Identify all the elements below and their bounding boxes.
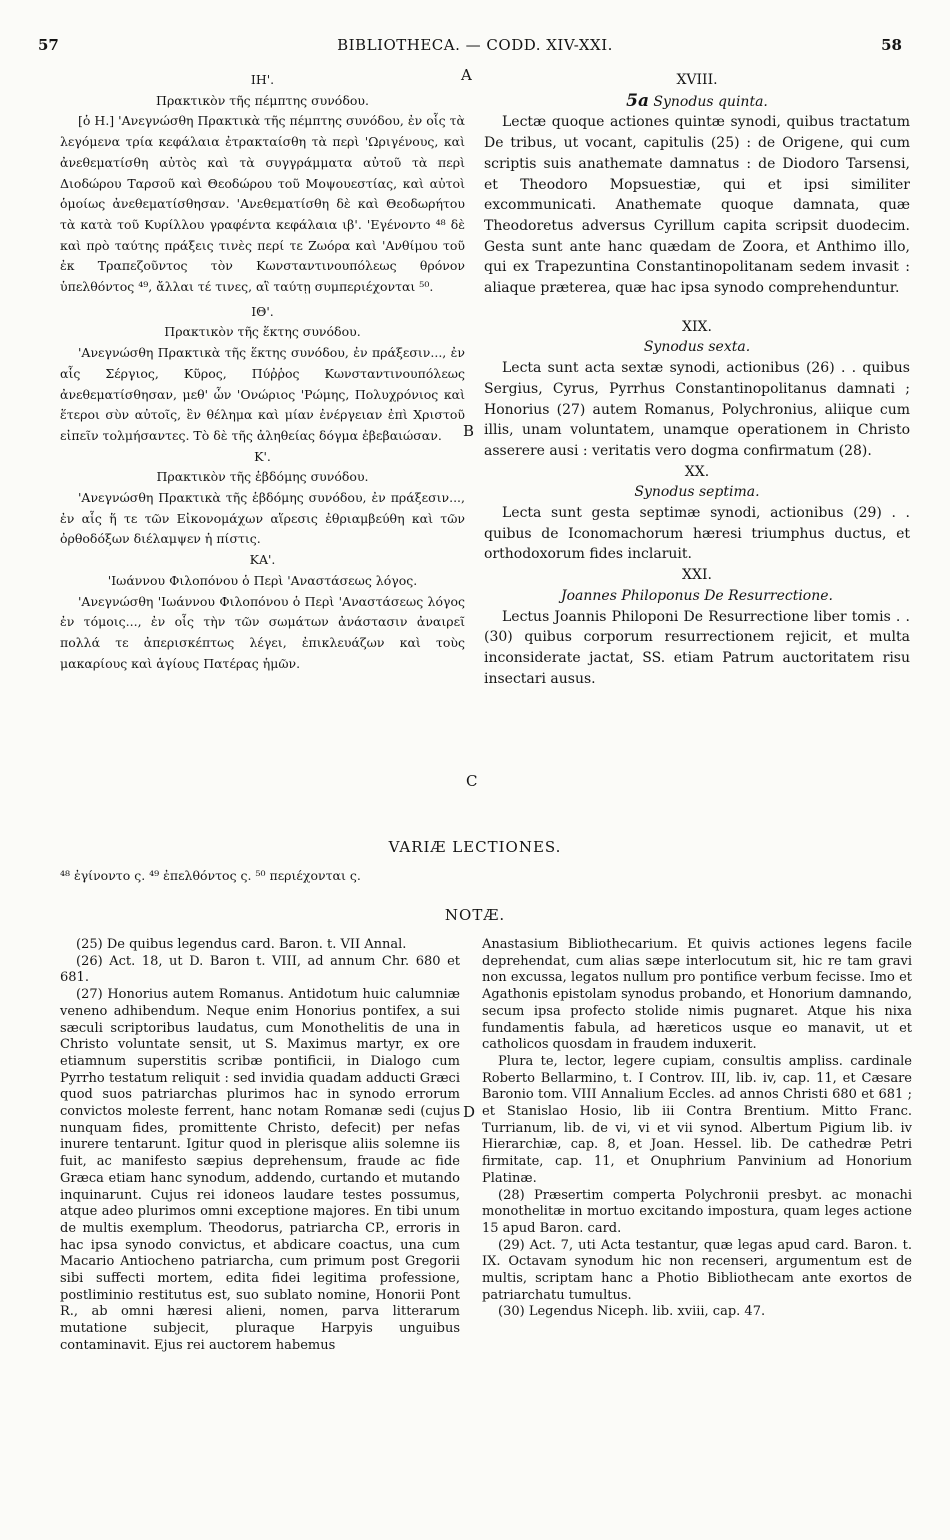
latin-heading-21-title: Joannes Philoponus De Resurrectione. [560,587,833,604]
greek-heading-18-number: ΙΗ'. [250,72,275,87]
note-paragraph: (27) Honorius autem Romanus. Antidotum huic calumniæ veneno adhibendum. Neque enim Honorius pontifex, a sui sæculi scriptoribus laudatus, cum Monothelitis de una in Christo voluntate sensit, ut S. Maximus martyr, ex ore etiamnum superstitis scribæ pontificii, in Dialogo cum Pyrrho testatum reliquit : sed invidia quadam adducti Græci quod suos patriarchas plurimos hac in synodo errorum convictos moleste ferrent, hanc notam Romanæ sedi (cujus nunquam fides, promittente Christo, defecit) per nefas inurere tentarunt. Igitur quod in plerisque aliis solemne iis fuit, ac manifesto sæpius deprehensum, fraude ac fide Græca etiam hanc synodum, addendo, curtando et mutando inquinarunt. Cujus rei idoneos laudare testes possumus, atque adeo plurimos omni exceptione majores. En tibi unum de multis exemplum. Theodorus, patriarcha CP., erroris in hac ipsa synodo convictus, et abdicare coactus, una cum Macario Antiocheno patriarcha, cum primum post Gregorii sibi suffecti mortem, edita fidei legitima professione, postliminio restitutus est, suo sublato nomine, Honorii Pont R., ab omni hæresi alieni, nomen, parva litterarum mutatione subjecit, pluraque Harpyis unguibus contaminavit. Ejus rei auctorem habemus [60,987,460,1353]
running-title: BIBLIOTHECA. — CODD. XIV-XXI. [337,36,613,54]
variae-lectiones-title: VARIÆ LECTIONES. [388,838,562,856]
margin-letter-b: B [463,422,475,440]
latin-paragraph-20: Lecta sunt gesta septimæ synodi, actionibus (29) . . quibus de Iconomachorum hæresi triumphus ductus, et orthodoxorum fides inclaruit. [484,505,910,563]
greek-paragraph-21: 'Ανεγνώσθη 'Ιωάννου Φιλοπόνου ὁ Περὶ 'Αναστάσεως λόγος ἐν τόμοις..., ἐν οἷς τὴν τῶν σωμάτων ἀνάστασιν ἀναιρεῖ πολλά τε ἀπερισκέπτως λέγει, ἐπικλευάζων καὶ τοὺς μακαρίους καὶ ἁγίους Πατέρας ἡμῶν. [60,593,465,671]
latin-heading-18-prefix: 5a [626,90,649,111]
greek-column [60,70,465,674]
latin-heading-18-number: XVIII. [676,72,718,88]
latin-heading-19-number: XIX. [682,318,712,335]
latin-heading-18 [484,91,910,113]
greek-heading-21-title: 'Ιωάννου Φιλοπόνου ὁ Περὶ 'Αναστάσεως λόγος. [107,572,418,588]
latin-heading-19-title: Synodus sexta. [643,339,751,356]
greek-heading-19-number: ΙΘ'. [251,303,274,319]
greek-heading-21-number: ΚΑ'. [249,552,276,568]
latin-heading-21-number: XXI. [682,567,712,584]
greek-paragraph-19: 'Ανεγνώσθη Πρακτικὰ τῆς ἕκτης συνόδου, ἐν πράξεσιν..., ἐν αἷς Σέργιος, Κῦρος, Πύῤῥος Κωνσταντινουπόλεως ἀνεθεματίσθησαν, μεθ' ὧν 'Ονώριος 'Ρώμης, Πολυχρόνιος καὶ ἕτεροι σὺν αὐτοῖς, ἓν θέλημα καὶ μίαν ἐνέργειαν ἐπὶ Χριστοῦ εἰπεῖν τολμήσαντες. Τὸ δὲ τῆς ἀληθείας δόγμα ἐβεβαιώσαν. [60,345,465,443]
margin-letter-d: D [463,1103,476,1121]
page-number-right: 58 [881,36,902,54]
margin-letter-a: A [461,66,472,84]
latin-paragraph-18: Lectæ quoque actiones quintæ synodi, quibus tractatum De tribus, ut vocant, capitulis (25) : de Origene, qui cum scriptis suis anathemate damnatus : de Diodoro Tarsensi, et Theodoro Mopsuestiæ, qui et ipsi similiter excommunicati. Anathemate quoque damnata, quæ Theodoretus adversus Cyrillum capita scripsit duodecim. Gesta sunt ante hanc quædam de Zoora, et Anthimo illo, qui ex Trapezuntina Constantinopolitanam sedem invasit : aliaque præterea, quæ hac ipsa synodo comprehenduntur. [484,114,910,297]
note-paragraph: (30) Legendus Niceph. lib. xviii, cap. 47. [498,1304,766,1320]
greek-paragraph-20: 'Ανεγνώσθη Πρακτικὰ τῆς ἑβδόμης συνόδου, ἐν πράξεσιν..., ἐν αἷς ἥ τε τῶν Εἰκονομάχων αἵρεσις ἐθριαμβεύθη καὶ τῶν ὀρθοδόξων διέλαμψεν ἡ πίστις. [60,490,465,547]
greek-heading-20-title: Πρακτικὸν τῆς ἑβδόμης συνόδου. [156,469,369,485]
notae-title: NOTÆ. [444,906,506,924]
latin-heading-20-title: Synodus septima. [634,484,760,501]
note-paragraph: (29) Act. 7, uti Acta testantur, quæ legas apud card. Baron. t. IX. Octavam synodum hic non recenseri, argumentum est de multis, scriptam hanc a Photio Bibliothecam ante exortos de patriarchatu tumultus. [482,1237,912,1303]
latin-column [484,70,910,689]
latin-paragraph-19: Lecta sunt acta sextæ synodi, actionibus (26) . . quibus Sergius, Cyrus, Pyrrhus Constantinopolitanus damnati ; Honorius (27) autem Romanus, Polychronius, aliique cum illis, unam voluntatem, unamque operationem in Christo asserere ausi : veritatis vero dogma confirmatum (28). [484,360,910,459]
variae-lectiones-text: ⁴⁸ ἐγίνοντο ς. ⁴⁹ ἐπελθόντος ς. ⁵⁰ περιέχονται ς. [60,868,361,883]
latin-heading-18-title: Synodus quinta. [653,93,768,110]
notes-left-column [60,937,460,1355]
page-header [0,36,950,60]
greek-heading-20-number: Κ'. [254,448,271,464]
margin-letter-c: C [466,772,478,790]
latin-heading-20-number: XX. [684,463,710,480]
note-paragraph: (25) De quibus legendus card. Baron. t. VII Annal. [76,937,407,952]
latin-paragraph-21: Lectus Joannis Philoponi De Resurrectione liber tomis . . (30) quibus corporum resurrectionem rejicit, et multa inconsiderate jactat, SS. etiam Patrum auctoritatem risu insectari ausus. [484,608,910,687]
greek-heading-19-title: Πρακτικὸν τῆς ἕκτης συνόδου. [164,324,361,340]
notes-right-column [482,937,912,1321]
greek-paragraph-18: [ὁ Η.] 'Ανεγνώσθη Πρακτικὰ τῆς πέμπτης συνόδου, ἐν οἷς τὰ λεγόμενα τρία κεφάλαια ἐτρακταίσθη τὰ περὶ 'Ωριγένους, καὶ ἀνεθεματίσθη αὐτὸς καὶ τὰ συγγράμματα αὐτοῦ τὰ περὶ Διοδώρου Ταρσοῦ καὶ Θεοδώρου τοῦ Μοψουεστίας, καὶ αὐτοὶ ὁμοίως ἀνεθεματίσθησαν. 'Ανεθεματίσθη δὲ καὶ Θεοδωρήτου τὰ κατὰ τοῦ Κυρίλλου γραφέντα κεφάλαια ιβ'. 'Εγένοντο ⁴⁸ δὲ καὶ πρὸ ταύτης πράξεις τινὲς περί τε Ζωόρα καὶ 'Ανθίμου τοῦ ἐκ Τραπεζοῦντος τὸν Κωνσταντινουπόλεως θρόνον ὑπελθόντος ⁴⁹, ἄλλαι τέ τινες, αἳ ταύτῃ συμπεριέχονται ⁵⁰. [60,113,465,295]
note-paragraph: Anastasium Bibliothecarium. Et quivis actiones legens facile deprehendat, cum alias sæpe interlocutum sit, hic re tam gravi non excussa, legatos nullum pro pontifice verbum fecisse. Imo et Agathonis epistolam synodus probando, et Honorium damnando, secum ipsa profecto stolide nimis pugnaret. Atque his nixa fundamentis fabula, ad hæreticos usque eo manavit, ut et catholicos quosdam in fraudem induxerit. [482,937,912,1053]
note-paragraph: (26) Act. 18, ut D. Baron t. VIII, ad annum Chr. 680 et 681. [60,953,460,986]
note-paragraph: Plura te, lector, legere cupiam, consultis ampliss. cardinale Roberto Bellarmino, t. I Controv. III, lib. iv, cap. 11, et Cæsare Baronio tom. VIII Annalium Eccles. ad annos Christi 680 et 681 ; et Stanislao Hosio, lib iii Contra Brentium. Mitto Franc. Turrianum, lib. de vi, vi et vii synod. Albertum Pigium lib. iv Hierarchiæ, cap. 8, et Joan. Hessel. lib. De cathedræ Petri firmitate, cap. 11, et Onuphrium Panvinium ad Honorium Platinæ. [482,1053,912,1186]
page-number-left: 57 [38,36,59,54]
note-paragraph: (28) Præsertim comperta Polychronii presbyt. ac monachi monothelitæ in mortuo excitando impostura, quam leges actione 15 apud Baron. card. [482,1187,912,1236]
greek-heading-18-title: Πρακτικὸν τῆς πέμπτης συνόδου. [156,92,369,108]
